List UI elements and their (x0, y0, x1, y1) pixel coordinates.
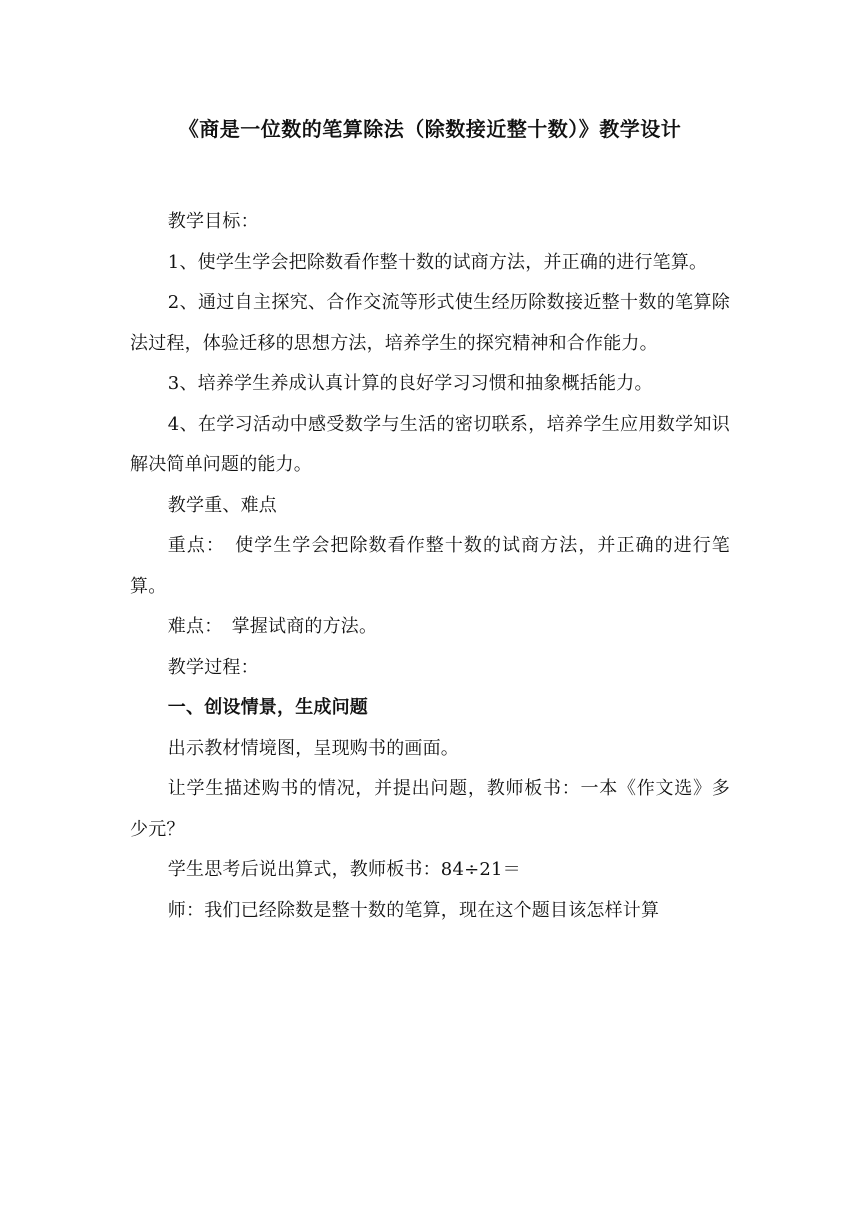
paragraph-key-points-heading: 教学重、难点 (167, 494, 277, 516)
paragraph-objective-1: 1、使学生学会把除数看作整十数的试商方法，并正确的进行笔算。 (167, 251, 708, 273)
document-body (130, 202, 730, 931)
paragraph-objective-4: 4、在学习活动中感受数学与生活的密切联系，培养学生应用数学知识解决简单问题的能力。 (130, 413, 730, 475)
paragraph-teacher-question: 师：我们已经除数是整十数的笔算，现在这个题目该怎样计算 (167, 899, 660, 921)
section-heading-1: 一、创设情景，生成问题 (167, 697, 368, 718)
paragraph-key-point: 重点： 使学生学会把除数看作整十数的试商方法，并正确的进行笔算。 (130, 535, 730, 597)
paragraph-objective-2: 2、通过自主探究、合作交流等形式使生经历除数接近整十数的笔算除法过程，体验迁移的思想方法，培养学生的探究精神和合作能力。 (130, 292, 730, 354)
paragraph-describe-purchase: 让学生描述购书的情况，并提出问题，教师板书：一本《作文选》多少元？ (130, 778, 730, 840)
paragraph-equation: 学生思考后说出算式，教师板书：84÷21＝ (167, 859, 521, 880)
paragraph-difficulty: 难点： 掌握试商的方法。 (167, 616, 378, 637)
paragraph-objective-3: 3、培养学生养成认真计算的良好学习习惯和抽象概括能力。 (167, 373, 653, 394)
paragraph-process-heading: 教学过程： (167, 656, 259, 678)
paragraph-show-scene: 出示教材情境图，呈现购书的画面。 (167, 737, 459, 759)
paragraph-objectives-heading: 教学目标： (167, 211, 259, 232)
document-title: 《商是一位数的笔算除法（除数接近整十数）》教学设计 (178, 117, 682, 141)
